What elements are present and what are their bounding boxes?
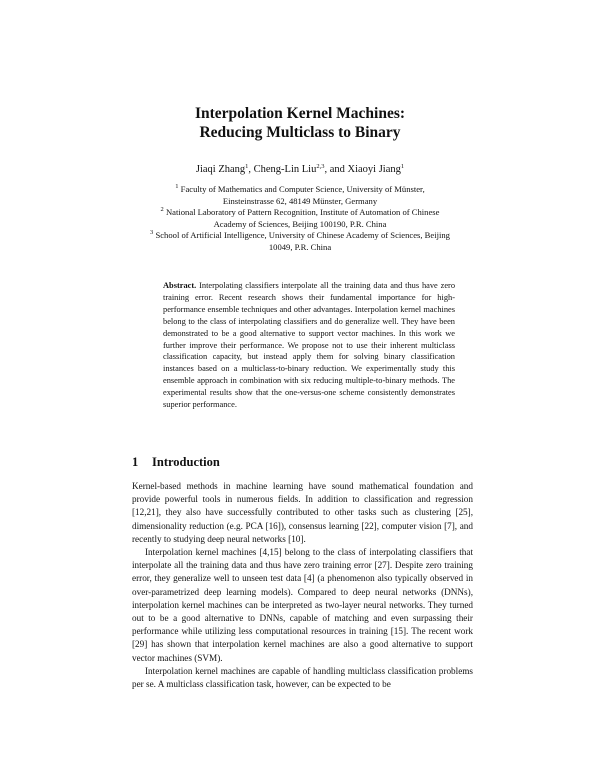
author-separator: , and [324,164,348,175]
title-line: Interpolation Kernel Machines: [194,105,406,122]
affiliation-line [0,207,600,219]
abstract [163,280,455,411]
author-affiliation-marker: 1 [400,163,405,170]
affiliation-text: Faculty of Mathematics and Computer Science, University of Münster, [180,184,425,194]
body-paragraph: Interpolation kernel machines [4,15] belong to the class of interpolating classifiers that interpolate all the training data and thus have zero training error [27]. Despite zero training error, they generalize well to unseen test data [4] (a phenomenon also typically observed in over-parametrized deep learning models). Compared to deep neural networks (DNNs), interpolation kernel machines can be interpreted as two-layer neural networks. They turned out to be a good alternative to DNNs, capable of matching and even surpassing their performance while utilizing less computational resources in training [15]. The recent work [29] has shown that interpolation kernel machines are also a good alternative to support vector machines (SVM). [132,547,473,663]
section-heading [132,455,220,470]
author-affiliation-marker: 1 [245,163,249,170]
affiliation-marker: 1 [175,183,179,190]
author-affiliation-marker: 2,3 [316,163,325,170]
affiliation-line [0,230,600,242]
affiliation-text: National Laboratory of Pattern Recognition, Institute of Automation of Chinese [165,207,440,218]
author-name: Cheng-Lin Liu [253,164,317,175]
body-paragraph: Interpolation kernel machines are capable of handling multiclass classification problems per se. A multiclass classification task, however, can be expected to be [132,665,473,690]
body-paragraph: Kernel-based methods in machine learning have sound mathematical foundation and provide powerful tools in numerous fields. In addition to classification and regression [12,21], they also have successfully contributed to other tasks such as clustering [25], dimensionality reduction (e.g. PCA [16]), consensus learning [22], computer vision [7], and recently to studying deep neural networks [10]. [132,481,473,544]
affiliation-text: School of Artificial Intelligence, University of Chinese Academy of Sciences, Beijing [155,230,450,241]
affiliation-line: 10049, P.R. China [268,241,332,252]
title-line: Reducing Multiclass to Binary [199,124,401,141]
affiliation-line [0,184,600,196]
affiliation-line: Academy of Sciences, Beijing 100190, P.R. China [213,218,387,229]
affiliation-marker: 2 [160,206,164,214]
paper-title [0,104,600,142]
affiliation-line: Einsteinstrasse 62, 48149 Münster, Germany [222,195,378,206]
affiliation-list [0,184,600,254]
abstract-text: Interpolating classifiers interpolate all the training data and thus have zero training error. Recent research shows their fundamental importance for high-performance ensemble techniques and other advantages. Interpolation kernel machines belong to the class of interpolating classifiers and do generalize well. They have been demonstrated to be a good alternative to support vector machines. In this work we further improve their performance. We propose not to use their inherent multiclass classification capacity, but instead apply them for solving binary classification instances based on a multiclass-to-binary reduction. We experimentally study this ensemble approach in combination with six reducing multiple-to-binary methods. The experimental results show that the one-versus-one scheme consistently demonstrates superior performance. [163,281,456,410]
abstract-label: Abstract. [163,281,197,290]
author-name: Jiaqi Zhang [195,164,246,175]
author-list [0,164,600,175]
author-separator: , [248,164,254,175]
affiliation-marker: 3 [150,229,154,237]
section-title: Introduction [152,455,220,469]
section-body [132,480,473,691]
author-name: Xiaoyi Jiang [347,164,401,175]
section-number: 1 [132,455,139,469]
